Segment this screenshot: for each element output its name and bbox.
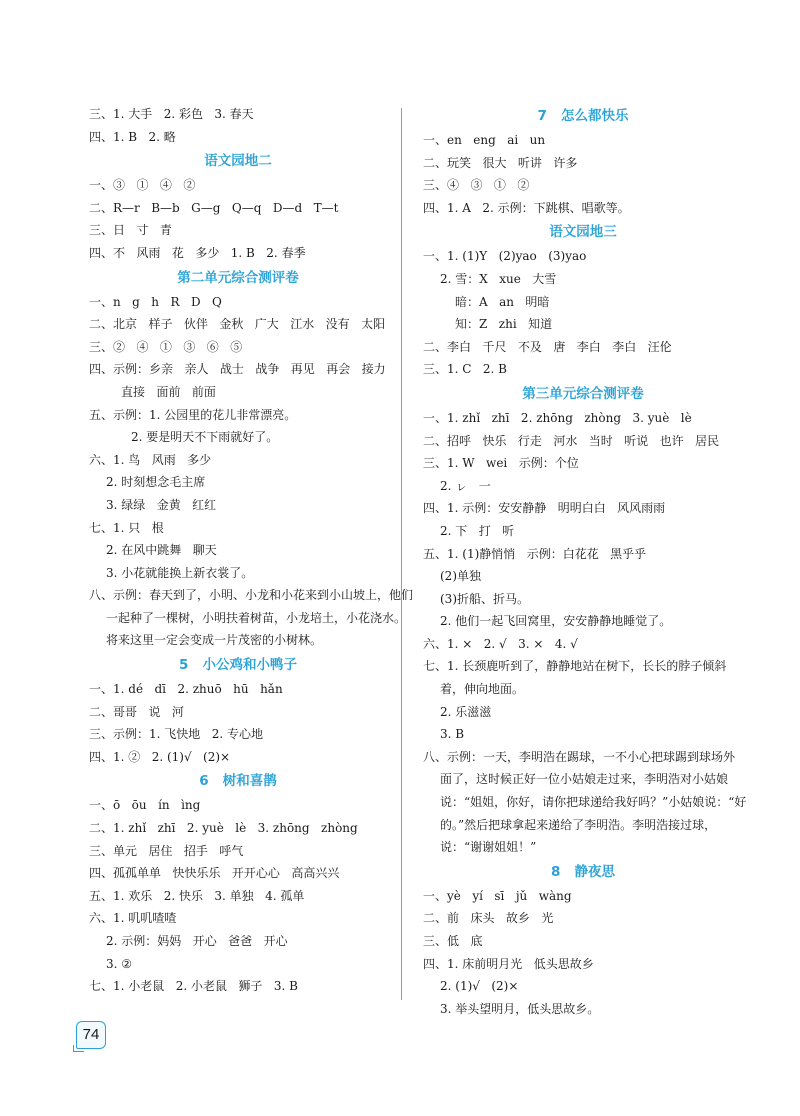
answer-line: 二、招呼 快乐 行走 河水 当时 听说 也许 居民	[423, 433, 720, 448]
answer-line: 三、低 底	[423, 934, 483, 948]
answer-line: 六、1. × 2. √ 3. × 4. √	[423, 636, 578, 651]
answer-line: 一、yè yí sī jǔ wàng	[423, 888, 572, 903]
section-heading: 第二单元综合测评卷	[177, 269, 299, 286]
answer-line: 2. ㇾ 一	[440, 478, 491, 493]
answer-line: 八、示例：春天到了，小明、小龙和小花来到小山坡上，他们	[89, 588, 414, 603]
answer-line: 一、1. zhǐ zhī 2. zhōng zhòng 3. yuè lè	[423, 410, 692, 425]
answer-line: 三、示例：1. 飞快地 2. 专心地	[89, 727, 263, 742]
answer-line: 八、示例：一天，李明浩在踢球，一不小心把球踢到球场外	[423, 749, 736, 764]
answer-line: 二、前 床头 故乡 光	[423, 911, 554, 926]
answer-line: 3. B	[440, 727, 465, 742]
answer-line: 五、示例：1. 公园里的花儿非常漂亮。	[89, 407, 297, 422]
answer-line: 一、③ ① ④ ②	[89, 178, 196, 193]
answer-line: 四、1. ② 2. (1)√ (2)×	[89, 749, 231, 764]
answer-line: 2. 他们一起飞回窝里，安安静静地睡觉了。	[440, 614, 672, 629]
answer-line: 四、孤孤单单 快快乐乐 开开心心 高高兴兴	[89, 866, 340, 881]
answer-line: 3. 小花就能换上新衣裳了。	[106, 565, 254, 580]
answer-line: 说：“谢谢姐姐！”	[440, 840, 537, 855]
answer-line: 知：Z zhi 知道	[455, 317, 553, 332]
answer-line: 2. 时刻想念毛主席	[106, 475, 206, 490]
answer-line: 五、1. 欢乐 2. 快乐 3. 单独 4. 孤单	[89, 888, 305, 903]
answer-line: 一、1. (1)Y (2)yao (3)yao	[423, 249, 587, 264]
answer-line: 3. 绿绿 金黄 红红	[106, 497, 217, 512]
answer-line: 面了，这时候正好一位小姑娘走过来，李明浩对小姑娘	[440, 772, 729, 787]
right-column	[423, 103, 747, 1020]
section-heading: 第三单元综合测评卷	[522, 385, 644, 402]
column-divider	[401, 108, 402, 1000]
section-heading: 5 小公鸡和小鸭子	[179, 657, 297, 674]
answer-line: 三、日 寸 青	[89, 223, 172, 238]
answer-line: (3)折船、折马。	[440, 591, 529, 606]
answer-line: 2. 在风中跳舞 聊天	[106, 543, 217, 558]
answer-line: 三、1. 大手 2. 彩色 3. 春天	[89, 107, 254, 121]
answer-line: 七、1. 长颈鹿听到了，静静地站在树下，长长的脖子倾斜	[423, 659, 727, 674]
section-heading: 语文园地二	[204, 153, 272, 170]
answer-line: 2. (1)√ (2)×	[440, 979, 519, 994]
answer-line: 2. 乐滋滋	[440, 704, 492, 719]
answer-line: 二、1. zhǐ zhī 2. yuè lè 3. zhōng zhòng	[89, 821, 358, 836]
answer-line: 五、1. (1)静悄悄 示例：白花花 黑乎乎	[423, 546, 647, 561]
section-heading: 6 树和喜鹊	[199, 773, 277, 790]
page-number: 74	[76, 1021, 106, 1049]
answer-line: 七、1. 只 根	[89, 520, 164, 535]
answer-line: (2)单独	[440, 569, 481, 584]
answer-line: 四、不 风雨 花 多少 1. B 2. 春季	[89, 245, 306, 260]
answer-line: 将来这里一定会变成一片茂密的小树林。	[106, 633, 323, 648]
answer-line: 四、1. A 2. 示例：下跳棋、唱歌等。	[423, 200, 630, 215]
answer-line: 的。”然后把球拿起来递给了李明浩。李明浩接过球，	[440, 817, 717, 832]
answer-line: 二、R—r B—b G—g Q—q D—d T—t	[89, 200, 339, 215]
answer-line: 一、1. dé dī 2. zhuō hū hǎn	[89, 682, 283, 697]
answer-line: 3. ②	[106, 956, 133, 971]
answer-line: 三、② ④ ① ③ ⑥ ⑤	[89, 339, 243, 354]
answer-line: 3. 举头望明月，低头思故乡。	[440, 1001, 600, 1016]
answer-line: 七、1. 小老鼠 2. 小老鼠 狮子 3. B	[89, 979, 298, 994]
answer-line: 六、1. 叽叽喳喳	[89, 911, 177, 926]
answer-line: 六、1. 鸟 风雨 多少	[89, 452, 212, 467]
section-heading: 语文园地三	[549, 224, 617, 241]
answer-line: 三、单元 居住 招手 呼气	[89, 843, 244, 858]
answer-line: 四、1. 示例：安安静静 明明白白 风风雨雨	[423, 501, 666, 516]
answer-line: 三、1. C 2. B	[423, 362, 507, 377]
answer-line: 二、北京 样子 伙伴 金秋 广大 江水 没有 太阳	[89, 317, 386, 332]
section-heading: 7 怎么都快乐	[537, 108, 629, 124]
answer-line: 二、哥哥 说 河	[89, 704, 184, 719]
left-column	[89, 103, 414, 998]
answer-line: 2. 示例：妈妈 开心 爸爸 开心	[106, 934, 288, 948]
answer-line: 二、玩笑 很大 听讲 许多	[423, 155, 578, 170]
answer-line: 说：“姐姐，你好，请你把球递给我好吗？”小姑娘说：“好	[440, 795, 747, 810]
answer-line: 一、n g h R D Q	[89, 294, 222, 309]
answer-line: 四、1. 床前明月光 低头思故乡	[423, 956, 594, 971]
answer-line: 三、1. W wei 示例：个位	[423, 456, 579, 471]
answer-line: 暗：A an 明暗	[455, 294, 550, 309]
answer-line: 直接 面前 前面	[121, 384, 216, 399]
answer-line: 2. 要是明天不下雨就好了。	[131, 430, 279, 445]
answer-line: 一、ō ōu ín ìng	[89, 798, 201, 813]
answer-line: 一、en eng ai un	[423, 133, 546, 147]
answer-line: 四、1. B 2. 略	[89, 129, 176, 144]
answer-line: 二、李白 千尺 不及 唐 李白 李白 汪伦	[423, 339, 672, 354]
answer-line: 2. 雪：X xue 大雪	[440, 271, 557, 286]
answer-line: 三、④ ③ ① ②	[423, 178, 530, 193]
answer-line: 2. 下 打 听	[440, 523, 515, 538]
answer-line: 四、示例：乡亲 亲人 战士 战争 再见 再会 接力	[89, 362, 386, 377]
answer-line: 着，伸向地面。	[440, 682, 525, 697]
answer-line: 一起种了一棵树，小明扶着树苗，小龙培土，小花浇水。	[106, 610, 407, 625]
section-heading: 8 静夜思	[551, 863, 615, 880]
